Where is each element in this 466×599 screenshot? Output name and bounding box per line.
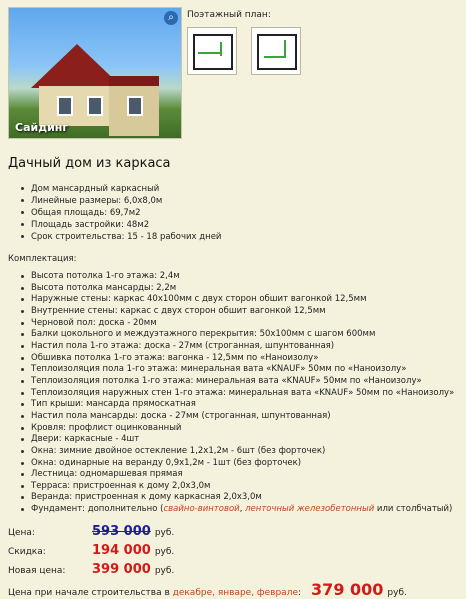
new-price-value-row	[92, 562, 174, 577]
photo-caption: Сайдинг	[15, 121, 69, 134]
kit-item: Окна: одинарные на веранду 0,9х1,2м - 1шт (без форточек)	[20, 458, 454, 470]
price-label: Цена:	[8, 528, 35, 538]
house-window	[57, 96, 73, 116]
kit-item: Тип крыши: мансарда прямоскатная	[20, 399, 454, 411]
plan-highlight	[198, 52, 220, 54]
discount-value: 194 000	[92, 543, 151, 558]
screw-pile-link[interactable]: свайно-винтовой	[163, 504, 240, 515]
spec-item: Линейные размеры: 6,0х8,0м	[20, 195, 221, 207]
promo-months: декабре, январе, феврале	[172, 588, 298, 598]
kit-item: Двери: каркасные - 4шт	[20, 434, 454, 446]
kit-list	[20, 271, 454, 516]
kit-item: Балки цокольного и междуэтажного перекрытия: 50х100мм с шагом 600мм	[20, 329, 454, 341]
kit-item: Обшивка потолка 1-го этажа: вагонка - 12,5мм по «Наноизолу»	[20, 353, 454, 365]
spec-item: Срок строительства: 15 - 18 рабочих дней	[20, 231, 221, 243]
zoom-icon[interactable]: ⌕	[164, 11, 178, 25]
plan-highlight	[220, 42, 222, 56]
kit-item: Лестница: одномаршевая прямая	[20, 469, 454, 481]
discount-label: Скидка:	[8, 547, 46, 557]
price-row	[8, 528, 35, 538]
currency: руб.	[154, 547, 175, 557]
promo-row	[8, 580, 407, 599]
spec-list	[20, 183, 221, 243]
plan-highlight	[284, 40, 286, 58]
new-price-label: Новая цена:	[8, 566, 66, 576]
kit-item: Веранда: пристроенная к дому каркасная 2,0х3,0м	[20, 492, 454, 504]
spec-item: Площадь застройки: 48м2	[20, 219, 221, 231]
kit-item: Черновой пол: доска - 20мм	[20, 318, 454, 330]
kit-item: Настил пола 1-го этажа: доска - 27мм (строганная, шпунтованная)	[20, 341, 454, 353]
kit-heading: Комплектация:	[8, 254, 77, 264]
house-window	[87, 96, 103, 116]
kit-item: Терраса: пристроенная к дому 2,0х3,0м	[20, 481, 454, 493]
new-price-value: 399 000	[92, 562, 151, 577]
currency: руб.	[154, 566, 175, 576]
kit-item: Настил пола мансарды: доска - 27мм (строганная, шпунтованная)	[20, 411, 454, 423]
kit-item: Наружные стены: каркас 40х100мм с двух сторон обшит вагонкой 12,5мм	[20, 294, 454, 306]
floor-plan-thumb-2[interactable]	[251, 27, 301, 75]
discount-row	[8, 547, 46, 557]
kit-item: Теплоизоляция потолка 1-го этажа: минеральная вата «KNAUF» 50мм по «Наноизолу»	[20, 376, 454, 388]
house-wall	[39, 86, 117, 126]
discount-value-row	[92, 543, 174, 558]
kit-item: Кровля: профлист оцинкованный	[20, 423, 454, 435]
foundation-sep: ,	[239, 504, 246, 515]
strip-foundation-link[interactable]: ленточный железобетонный	[245, 504, 375, 515]
kit-item: Внутренние стены: каркас с двух сторон обшит вагонкой 12,5мм	[20, 306, 454, 318]
plan-outline	[257, 34, 297, 70]
promo-prefix: Цена при начале строительства в	[8, 588, 173, 598]
house-photo[interactable]	[8, 7, 182, 139]
foundation-suffix: или столбчатый)	[374, 504, 453, 515]
spec-item: Дом мансардный каркасный	[20, 183, 221, 195]
kit-item: Окна: зимние двойное остекление 1,2х1,2м - 6шт (без форточек)	[20, 446, 454, 458]
kit-item: Теплоизоляция наружных стен 1-го этажа: минеральная вата «KNAUF» 50мм по «Наноизолу»	[20, 388, 454, 400]
house-window	[127, 96, 143, 116]
promo-price: 379 000	[311, 580, 384, 599]
kit-item-foundation	[20, 504, 454, 516]
new-price-row	[8, 566, 65, 576]
floor-plan-thumb-1[interactable]	[187, 27, 237, 75]
kit-item: Теплоизоляция пола 1-го этажа: минеральная вата «KNAUF» 50мм по «Наноизолу»	[20, 364, 454, 376]
spec-item: Общая площадь: 69,7м2	[20, 207, 221, 219]
promo-colon: :	[298, 588, 302, 598]
kit-item: Высота потолка мансарды: 2,2м	[20, 283, 454, 295]
old-price: 593 000	[92, 524, 151, 539]
page-title: Дачный дом из каркаса	[8, 156, 171, 171]
foundation-prefix: Фундамент: дополнительно (	[31, 504, 164, 515]
kit-item: Высота потолка 1-го этажа: 2,4м	[20, 271, 454, 283]
currency: руб.	[387, 588, 407, 598]
currency: руб.	[154, 528, 175, 538]
floor-plan-label: Поэтажный план:	[187, 10, 271, 20]
price-value-row	[92, 524, 174, 539]
plan-highlight	[264, 56, 284, 58]
